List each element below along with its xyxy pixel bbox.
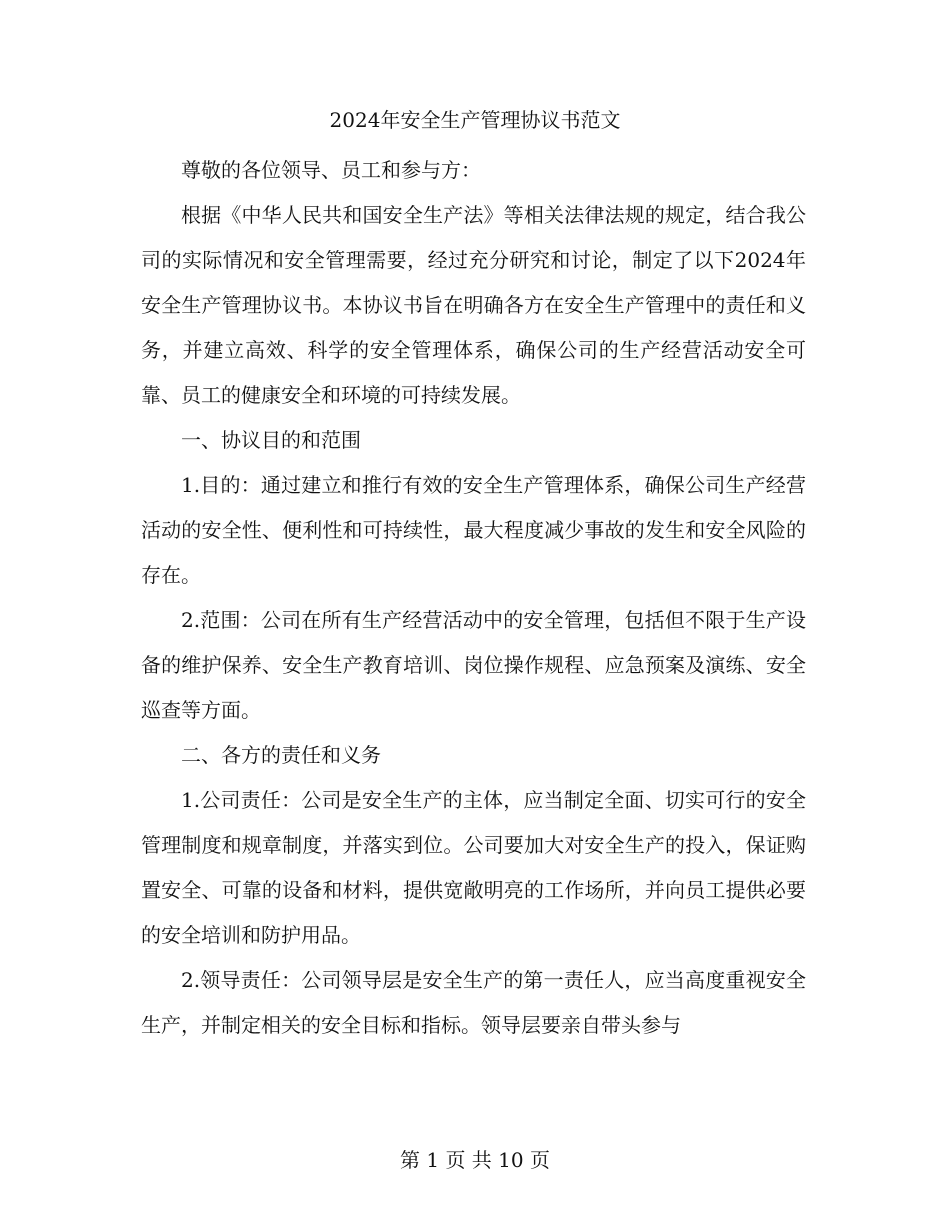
page-footer: 第 1 页 共 10 页 <box>400 1148 550 1172</box>
salutation: 尊敬的各位领导、员工和参与方： <box>181 158 481 182</box>
purpose-paragraph: 1.目的：通过建立和推行有效的安全生产管理体系，确保公司生产经营活动的安全性、便利性和可持续性，最大程度减少事故的发生和安全风险的存在。 <box>141 473 806 587</box>
section-heading-1: 一、协议目的和范围 <box>181 428 361 452</box>
document-body <box>141 148 806 1048</box>
document-title: 2024年安全生产管理协议书范文 <box>329 108 621 132</box>
intro-paragraph: 根据《中华人民共和国安全生产法》等相关法律法规的规定，结合我公司的实际情况和安全管理需要，经过充分研究和讨论，制定了以下2024年安全生产管理协议书。本协议书旨在明确各方在安全生产管理中的责任和义务，并建立高效、科学的安全管理体系，确保公司的生产经营活动安全可靠、员工的健康安全和环境的可持续发展。 <box>141 203 806 407</box>
leadership-responsibility-paragraph: 2.领导责任：公司领导层是安全生产的第一责任人，应当高度重视安全生产，并制定相关的安全目标和指标。领导层要亲自带头参与 <box>141 968 806 1037</box>
section-heading-2: 二、各方的责任和义务 <box>181 743 381 767</box>
company-responsibility-paragraph: 1.公司责任：公司是安全生产的主体，应当制定全面、切实可行的安全管理制度和规章制度，并落实到位。公司要加大对安全生产的投入，保证购置安全、可靠的设备和材料，提供宽敞明亮的工作场所，并向员工提供必要的安全培训和防护用品。 <box>141 788 806 947</box>
scope-paragraph: 2.范围：公司在所有生产经营活动中的安全管理，包括但不限于生产设备的维护保养、安全生产教育培训、岗位操作规程、应急预案及演练、安全巡查等方面。 <box>141 608 806 722</box>
